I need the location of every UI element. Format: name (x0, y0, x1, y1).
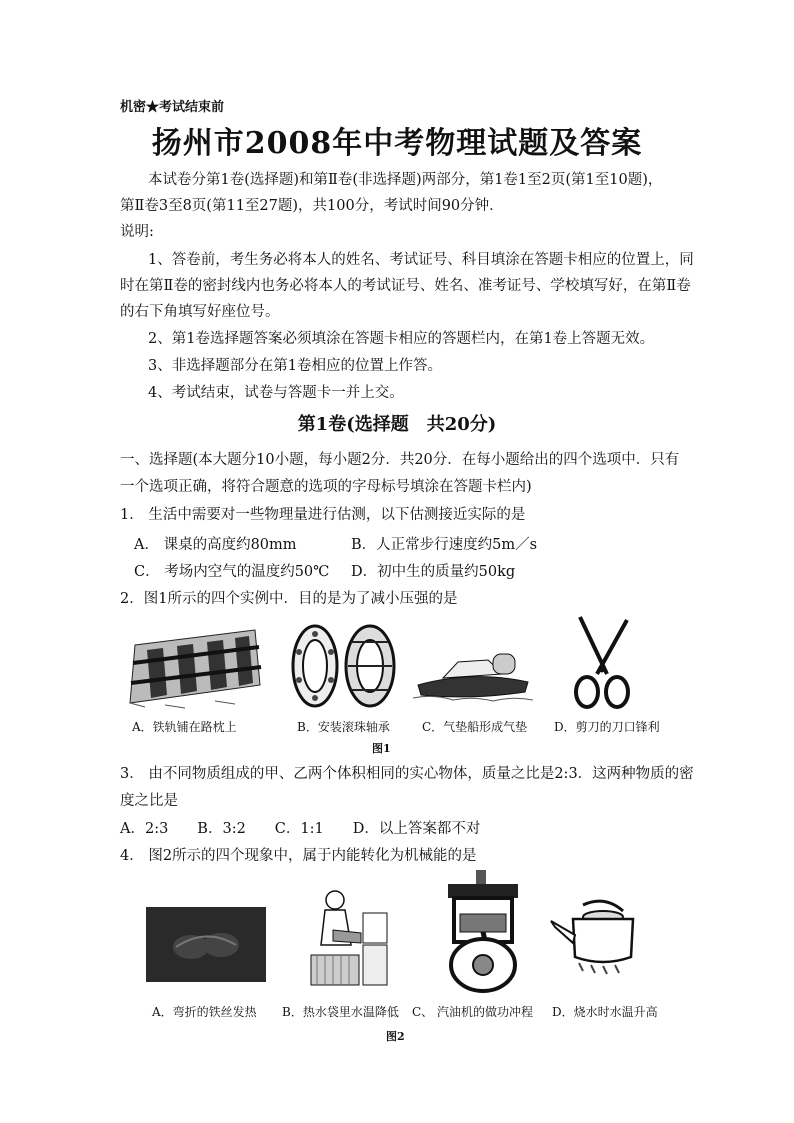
ball-bearing-illustration (285, 622, 405, 710)
question-1-option-c: C． 考场内空气的温度约50℃ (134, 564, 330, 580)
notes-label: 说明: (120, 224, 154, 240)
hovercraft-illustration (413, 640, 533, 705)
gasoline-engine-illustration (438, 870, 528, 995)
part-instructions: 一、选择题(本大题分10小题，每小题2分．共20分．在每小题给出的四个选项中．只有 (120, 452, 680, 468)
kettle-illustration (543, 897, 638, 977)
figure-2-caption-d: D．烧水时水温升高 (552, 1005, 658, 1019)
figure-1-caption-c: C．气垫船形成气垫 (422, 720, 528, 734)
intro-line: 本试卷分第1卷(选择题)和第Ⅱ卷(非选择题)两部分，第1卷1至2页(第1至10题)， (148, 172, 663, 188)
hot-water-bag-illustration (303, 885, 393, 990)
note-line: 1、答卷前，考生务必将本人的姓名、考试证号、科目填涂在答题卡相应的位置上，同 (148, 252, 694, 268)
figure-1-label: 图1 (372, 742, 391, 755)
note-line: 2、第1卷选择题答案必须填涂在答题卡相应的答题栏内，在第1卷上答题无效。 (148, 331, 655, 347)
railway-track-illustration (125, 625, 265, 710)
scissors-illustration (565, 612, 640, 712)
part-instructions: 一个选项正确，将符合题意的选项的字母标号填涂在答题卡栏内) (120, 479, 532, 495)
note-line: 时在第Ⅱ卷的密封线内也务必将本人的考试证号、姓名、准考证号、学校填写好，在第Ⅱ卷 (120, 278, 691, 294)
page-title: 扬州市2008年中考物理试题及答案 (151, 126, 643, 161)
question-1-option-d: D．初中生的质量约50kg (351, 564, 516, 580)
question-3-options: A．2:3 B．3:2 C．1:1 D．以上答案都不对 (120, 821, 481, 837)
question-3-stem: 3． 由不同物质组成的甲、乙两个体积相同的实心物体，质量之比是2:3．这两种物质的密 (120, 766, 694, 782)
note-line: 4、考试结束，试卷与答题卡一并上交。 (148, 385, 404, 401)
figure-2-caption-b: B．热水袋里水温降低 (282, 1005, 399, 1019)
bent-wire-photo (146, 907, 266, 982)
figure-1-caption-d: D．剪刀的刀口锋利 (554, 720, 660, 734)
intro-line: 第Ⅱ卷3至8页(第11至27题)，共100分，考试时间90分钟． (120, 198, 504, 214)
question-4-stem: 4． 图2所示的四个现象中，属于内能转化为机械能的是 (120, 848, 477, 864)
confidential-label: 机密★考试结束前 (120, 100, 225, 115)
section-title: 第1卷(选择题 共20分) (297, 414, 497, 435)
figure-2-label: 图2 (386, 1030, 405, 1043)
figure-2-caption-a: A．弯折的铁丝发热 (152, 1005, 257, 1019)
question-3-stem: 度之比是 (120, 793, 178, 809)
question-1-option-b: B．人正常步行速度约5m／s (351, 537, 538, 553)
note-line: 的右下角填写好座位号。 (120, 304, 280, 320)
figure-1-caption-a: A．铁轨铺在路枕上 (132, 720, 237, 734)
note-line: 3、非选择题部分在第1卷相应的位置上作答。 (148, 358, 442, 374)
figure-2-caption-c: C、 汽油机的做功冲程 (412, 1005, 533, 1019)
figure-1-caption-b: B．安装滚珠轴承 (297, 720, 390, 734)
question-1-option-a: A． 课桌的高度约80mm (134, 537, 297, 553)
question-1-stem: 1． 生活中需要对一些物理量进行估测，以下估测接近实际的是 (120, 507, 526, 523)
question-2-stem: 2．图1所示的四个实例中．目的是为了减小压强的是 (120, 591, 458, 607)
